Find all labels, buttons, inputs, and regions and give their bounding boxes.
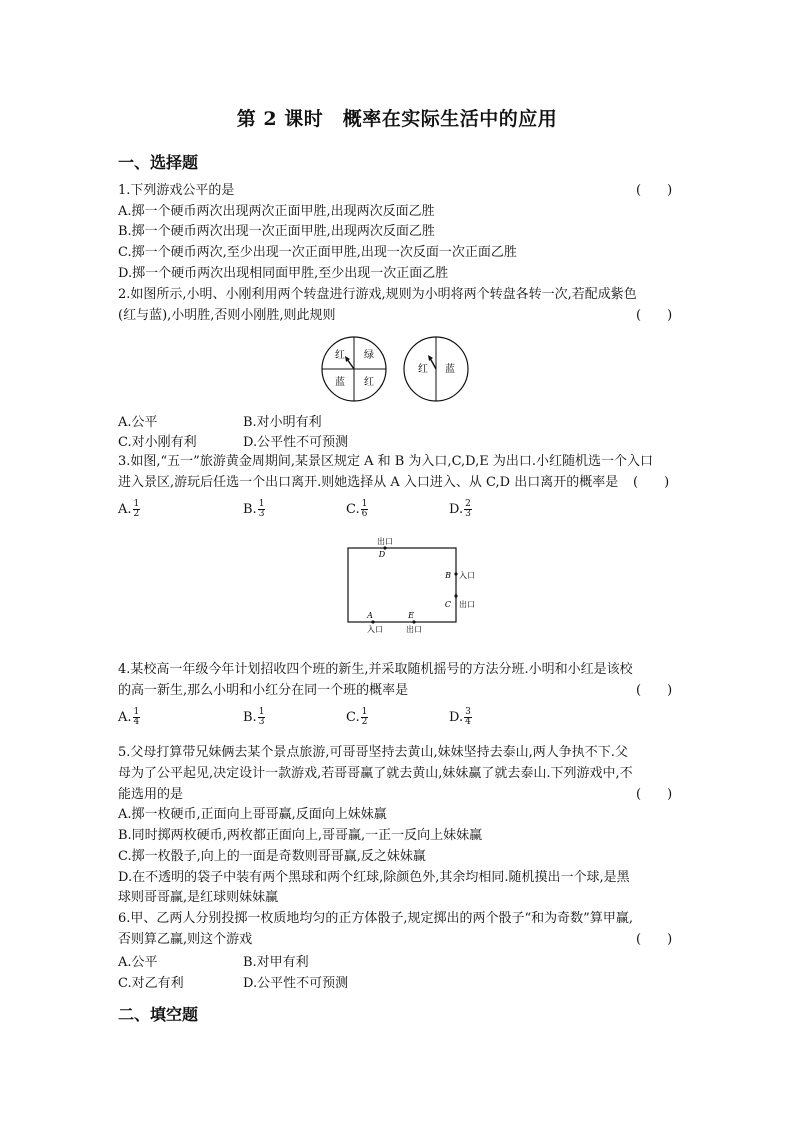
q3-option-c	[346, 500, 368, 519]
q6-option-b: B.对甲有利	[243, 955, 309, 970]
wheel2-sector-1: 红	[418, 364, 428, 375]
numerator: 1	[361, 499, 368, 509]
q2-stem-line2: (红与蓝),小明胜,否则小刚胜,则此规则	[118, 308, 336, 323]
q3-option-c-fraction	[361, 500, 369, 519]
q4-option-d-label: D.	[449, 710, 464, 725]
q5-option-d-line2: 球则哥哥赢,是红球则妹妹赢	[118, 890, 279, 905]
q5-option-d-line1: D.在不透明的袋子中装有两个黑球和两个红球,除颜色外,其余均相同.随机摸出一个球,是黑	[118, 870, 630, 885]
q5-option-b: B.同时掷两枚硬币,两枚都正面向上,哥哥赢,一正一反向上妹妹赢	[118, 828, 483, 843]
q3-option-a	[118, 500, 140, 519]
q1-option-b: B.掷一个硬币两次出现一次正面甲胜,出现两次反面乙胜	[118, 224, 435, 239]
q5-stem-line2: 母为了公平起见,决定设计一款游戏,若哥哥赢了就去黄山,妹妹赢了就去泰山.下列游戏中,不	[118, 766, 633, 781]
numerator: 1	[361, 707, 368, 717]
q1-stem: 1.下列游戏公平的是	[118, 183, 235, 198]
q3-option-b-label: B.	[243, 502, 257, 517]
q1-option-a: A.掷一个硬币两次出现两次正面甲胜,出现两次反面乙胜	[118, 204, 435, 219]
wheel1-sector-4: 红	[364, 377, 374, 388]
q4-option-a	[118, 708, 140, 727]
denominator: 3	[258, 717, 265, 727]
scenic-area-diagram	[338, 532, 478, 642]
q4-option-c-label: C.	[346, 710, 360, 725]
section-heading-choice: 一、选择题	[118, 153, 199, 172]
point-d-label: D	[378, 550, 386, 559]
point-a-label: A	[367, 611, 373, 620]
q3-option-b	[243, 500, 265, 519]
q2-stem-line1: 2.如图所示,小明、小刚利用两个转盘进行游戏,规则为小明将两个转盘各转一次,若配成紫色	[118, 287, 637, 302]
exit-label-d: 出口	[377, 537, 393, 546]
q6-option-c: C.对乙有利	[118, 976, 184, 991]
q1-option-c: C.掷一个硬币两次,至少出现一次正面甲胜,出现一次反面一次正面乙胜	[118, 245, 517, 260]
exit-label-c: 出口	[459, 600, 475, 609]
q3-stem-line2: 进入景区,游玩后任选一个出口离开.则她选择从 A 入口进入、从 C,D 出口离开的概率是	[118, 475, 619, 490]
spinner-figure	[318, 332, 474, 406]
q6-option-a: A.公平	[118, 955, 158, 970]
q6-answer-paren: ( )	[636, 932, 673, 947]
q5-option-a: A.掷一枚硬币,正面向上哥哥赢,反面向上妹妹赢	[118, 807, 387, 822]
numerator: 1	[258, 499, 265, 509]
scenic-area-boundary	[348, 548, 456, 622]
entrance-label-a: 入口	[367, 625, 383, 634]
section-heading-fill: 二、填空题	[118, 1005, 199, 1024]
q4-option-b	[243, 708, 265, 727]
wheel2-sector-2: 蓝	[445, 364, 455, 375]
q1-answer-paren: ( )	[636, 183, 673, 198]
q3-option-d-label: D.	[449, 502, 464, 517]
spinner-wheel-2	[404, 337, 468, 401]
q3-option-a-label: A.	[118, 502, 132, 517]
denominator: 6	[361, 509, 368, 519]
q4-answer-paren: ( )	[636, 683, 673, 698]
q4-option-b-label: B.	[243, 710, 257, 725]
point-c-label: C	[444, 600, 451, 609]
wheel1-sector-2: 绿	[364, 350, 374, 361]
q5-stem-line1: 5.父母打算带兄妹俩去某个景点旅游,可哥哥坚持去黄山,妹妹坚持去泰山,两人争执不下.父	[118, 745, 628, 760]
wheel1-sector-1: 红	[335, 350, 345, 361]
numerator: 1	[133, 499, 140, 509]
denominator: 3	[465, 509, 471, 519]
q2-option-b: B.对小明有利	[243, 415, 322, 430]
numerator: 3	[465, 707, 471, 717]
numerator: 2	[465, 499, 471, 509]
q2-option-d: D.公平性不可预测	[243, 435, 349, 450]
q1-option-d: D.掷一个硬币两次出现相同面甲胜,至少出现一次正面乙胜	[118, 266, 449, 281]
denominator: 4	[465, 717, 471, 727]
q5-option-c: C.掷一枚骰子,向上的一面是奇数则哥哥赢,反之妹妹赢	[118, 849, 426, 864]
denominator: 4	[133, 717, 140, 727]
q2-answer-paren: ( )	[636, 308, 673, 323]
numerator: 1	[133, 707, 140, 717]
denominator: 3	[258, 509, 265, 519]
entrance-label-b: 入口	[459, 571, 475, 580]
q2-option-c: C.对小刚有利	[118, 435, 197, 450]
q4-option-d-fraction	[464, 708, 472, 727]
spinner-wheel-1	[322, 337, 386, 401]
denominator: 2	[133, 509, 140, 519]
q4-option-b-fraction	[258, 708, 266, 727]
q3-answer-paren: ( )	[633, 475, 670, 490]
q3-option-a-fraction	[133, 500, 141, 519]
q3-option-b-fraction	[258, 500, 266, 519]
q4-stem-line1: 4.某校高一年级今年计划招收四个班的新生,并采取随机摇号的方法分班.小明和小红是该校	[118, 662, 633, 677]
q3-option-d-fraction	[464, 500, 472, 519]
q3-option-d	[449, 500, 472, 519]
q4-option-c	[346, 708, 368, 727]
wheel1-sector-3: 蓝	[335, 377, 345, 388]
page-title: 第 2 课时 概率在实际生活中的应用	[236, 108, 558, 130]
q4-option-d	[449, 708, 472, 727]
point-e-label: E	[408, 611, 414, 620]
q3-stem-line1: 3.如图,“五一”旅游黄金周期间,某景区规定 A 和 B 为入口,C,D,E 为出口.小红随机选一个入口	[118, 454, 654, 469]
denominator: 2	[361, 717, 368, 727]
q6-stem-line2: 否则算乙赢,则这个游戏	[118, 932, 253, 947]
q4-stem-line2: 的高一新生,那么小明和小红分在同一个班的概率是	[118, 683, 409, 698]
q5-answer-paren: ( )	[636, 787, 673, 802]
q5-stem-line3: 能选用的是	[118, 787, 184, 802]
q2-option-a: A.公平	[118, 415, 158, 430]
q4-option-c-fraction	[361, 708, 369, 727]
q4-option-a-fraction	[133, 708, 141, 727]
q4-option-a-label: A.	[118, 710, 132, 725]
numerator: 1	[258, 707, 265, 717]
q6-stem-line1: 6.甲、乙两人分别投掷一枚质地均匀的正方体骰子,规定掷出的两个骰子“和为奇数”算甲赢,	[118, 911, 633, 926]
q3-option-c-label: C.	[346, 502, 360, 517]
exit-label-e: 出口	[406, 625, 422, 634]
point-b-label: B	[445, 571, 451, 580]
q6-option-d: D.公平性不可预测	[243, 976, 349, 991]
